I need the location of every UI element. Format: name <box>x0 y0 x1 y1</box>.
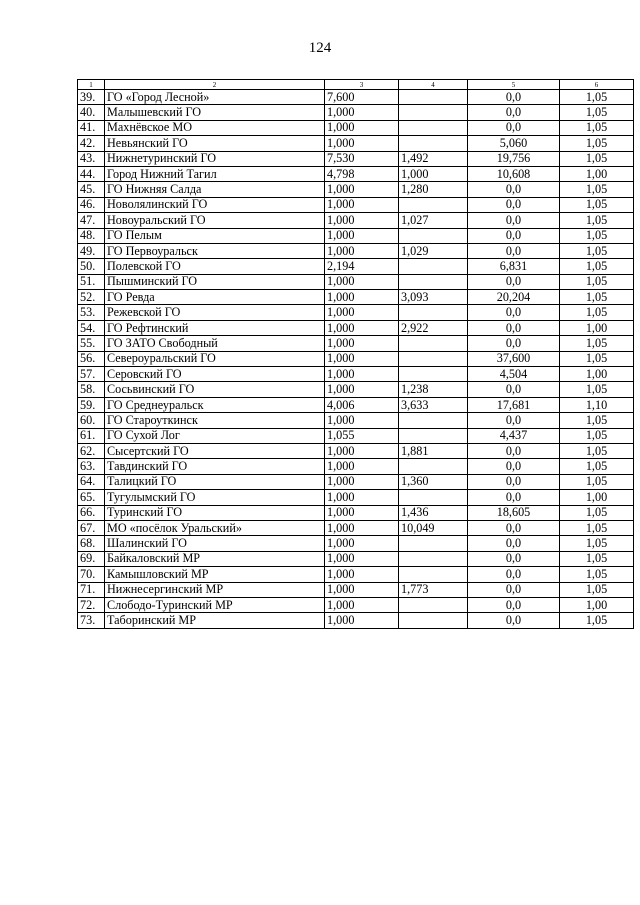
value-col-3: 1,000 <box>325 274 399 289</box>
table-row <box>78 90 634 105</box>
table-row <box>78 197 634 212</box>
value-col-3: 7,600 <box>325 90 399 105</box>
value-col-4 <box>399 90 468 105</box>
value-col-4: 1,492 <box>399 151 468 166</box>
value-col-3: 1,000 <box>325 536 399 551</box>
municipality-name: Туринский ГО <box>105 505 325 520</box>
value-col-4: 1,360 <box>399 474 468 489</box>
municipality-name: ГО Рефтинский <box>105 320 325 335</box>
value-col-3: 1,000 <box>325 243 399 258</box>
municipality-name: Серовский ГО <box>105 367 325 382</box>
municipality-name: Шалинский ГО <box>105 536 325 551</box>
table-row <box>78 166 634 181</box>
value-col-3: 1,000 <box>325 520 399 535</box>
municipality-name: Нижнесергинский МР <box>105 582 325 597</box>
value-col-4 <box>399 536 468 551</box>
value-col-5: 17,681 <box>468 397 560 412</box>
value-col-6: 1,05 <box>560 351 634 366</box>
value-col-5: 6,831 <box>468 259 560 274</box>
value-col-6: 1,05 <box>560 120 634 135</box>
column-header: 1 <box>78 80 105 90</box>
municipality-name: Камышловский МР <box>105 567 325 582</box>
value-col-5: 4,504 <box>468 367 560 382</box>
municipality-name: Таборинский МР <box>105 613 325 628</box>
municipality-name: Режевской ГО <box>105 305 325 320</box>
value-col-4 <box>399 490 468 505</box>
value-col-6: 1,05 <box>560 213 634 228</box>
value-col-6: 1,05 <box>560 459 634 474</box>
row-number: 71. <box>78 582 105 597</box>
value-col-3: 1,000 <box>325 505 399 520</box>
value-col-3: 1,000 <box>325 597 399 612</box>
table-row <box>78 367 634 382</box>
municipality-name: Байкаловский МР <box>105 551 325 566</box>
row-number: 39. <box>78 90 105 105</box>
value-col-3: 1,000 <box>325 213 399 228</box>
value-col-6: 1,00 <box>560 597 634 612</box>
row-number: 68. <box>78 536 105 551</box>
municipality-name: ГО Пелым <box>105 228 325 243</box>
municipality-name: Невьянский ГО <box>105 136 325 151</box>
row-number: 45. <box>78 182 105 197</box>
value-col-3: 1,000 <box>325 459 399 474</box>
value-col-4 <box>399 274 468 289</box>
value-col-4 <box>399 105 468 120</box>
table-row <box>78 120 634 135</box>
value-col-6: 1,05 <box>560 90 634 105</box>
value-col-6: 1,05 <box>560 305 634 320</box>
row-number: 52. <box>78 290 105 305</box>
table-row <box>78 567 634 582</box>
table-row <box>78 582 634 597</box>
value-col-3: 1,000 <box>325 351 399 366</box>
table-row <box>78 443 634 458</box>
row-number: 53. <box>78 305 105 320</box>
value-col-5: 0,0 <box>468 336 560 351</box>
table-row <box>78 459 634 474</box>
value-col-3: 1,000 <box>325 490 399 505</box>
value-col-5: 0,0 <box>468 413 560 428</box>
value-col-6: 1,05 <box>560 382 634 397</box>
value-col-5: 0,0 <box>468 597 560 612</box>
value-col-4: 1,000 <box>399 166 468 181</box>
municipality-name: Нижнетуринский ГО <box>105 151 325 166</box>
value-col-4: 1,027 <box>399 213 468 228</box>
table-row <box>78 105 634 120</box>
table-row <box>78 382 634 397</box>
value-col-5: 0,0 <box>468 567 560 582</box>
table-header-row <box>78 80 634 90</box>
value-col-6: 1,05 <box>560 228 634 243</box>
value-col-3: 1,000 <box>325 443 399 458</box>
value-col-4: 3,633 <box>399 397 468 412</box>
row-number: 47. <box>78 213 105 228</box>
municipality-name: Североуральский ГО <box>105 351 325 366</box>
row-number: 44. <box>78 166 105 181</box>
value-col-5: 0,0 <box>468 459 560 474</box>
municipality-name: Махнёвское МО <box>105 120 325 135</box>
value-col-5: 0,0 <box>468 613 560 628</box>
value-col-6: 1,05 <box>560 274 634 289</box>
table-row <box>78 428 634 443</box>
value-col-5: 0,0 <box>468 474 560 489</box>
row-number: 55. <box>78 336 105 351</box>
value-col-6: 1,10 <box>560 397 634 412</box>
value-col-6: 1,05 <box>560 151 634 166</box>
value-col-4 <box>399 305 468 320</box>
table-row <box>78 136 634 151</box>
column-header: 2 <box>105 80 325 90</box>
value-col-5: 0,0 <box>468 105 560 120</box>
value-col-3: 1,055 <box>325 428 399 443</box>
value-col-4 <box>399 567 468 582</box>
table-row <box>78 597 634 612</box>
value-col-4 <box>399 597 468 612</box>
row-number: 54. <box>78 320 105 335</box>
table-row <box>78 551 634 566</box>
table-body <box>78 90 634 629</box>
table-row <box>78 213 634 228</box>
value-col-3: 1,000 <box>325 367 399 382</box>
value-col-4 <box>399 197 468 212</box>
value-col-4 <box>399 336 468 351</box>
value-col-4: 1,773 <box>399 582 468 597</box>
value-col-6: 1,05 <box>560 136 634 151</box>
value-col-5: 18,605 <box>468 505 560 520</box>
value-col-5: 0,0 <box>468 120 560 135</box>
value-col-3: 1,000 <box>325 182 399 197</box>
value-col-5: 4,437 <box>468 428 560 443</box>
value-col-4 <box>399 413 468 428</box>
row-number: 59. <box>78 397 105 412</box>
data-table <box>77 79 634 629</box>
table-row <box>78 274 634 289</box>
table-row <box>78 320 634 335</box>
table-row <box>78 336 634 351</box>
value-col-3: 1,000 <box>325 613 399 628</box>
value-col-3: 2,194 <box>325 259 399 274</box>
row-number: 73. <box>78 613 105 628</box>
value-col-3: 1,000 <box>325 290 399 305</box>
value-col-6: 1,05 <box>560 336 634 351</box>
value-col-3: 1,000 <box>325 105 399 120</box>
value-col-6: 1,05 <box>560 474 634 489</box>
table-row <box>78 243 634 258</box>
municipality-name: Тавдинский ГО <box>105 459 325 474</box>
row-number: 51. <box>78 274 105 289</box>
municipality-name: ГО Староуткинск <box>105 413 325 428</box>
row-number: 40. <box>78 105 105 120</box>
value-col-5: 0,0 <box>468 443 560 458</box>
value-col-5: 0,0 <box>468 182 560 197</box>
table-row <box>78 228 634 243</box>
municipality-name: Полевской ГО <box>105 259 325 274</box>
table-row <box>78 413 634 428</box>
value-col-4: 1,881 <box>399 443 468 458</box>
value-col-4: 1,436 <box>399 505 468 520</box>
value-col-6: 1,05 <box>560 613 634 628</box>
value-col-6: 1,05 <box>560 413 634 428</box>
value-col-6: 1,05 <box>560 567 634 582</box>
value-col-5: 37,600 <box>468 351 560 366</box>
value-col-4 <box>399 228 468 243</box>
value-col-3: 1,000 <box>325 567 399 582</box>
value-col-3: 1,000 <box>325 382 399 397</box>
table-row <box>78 490 634 505</box>
value-col-6: 1,05 <box>560 520 634 535</box>
municipality-name: Новолялинский ГО <box>105 197 325 212</box>
value-col-5: 0,0 <box>468 305 560 320</box>
row-number: 67. <box>78 520 105 535</box>
value-col-5: 0,0 <box>468 582 560 597</box>
municipality-name: ГО «Город Лесной» <box>105 90 325 105</box>
municipality-name: Малышевский ГО <box>105 105 325 120</box>
value-col-5: 0,0 <box>468 197 560 212</box>
value-col-6: 1,05 <box>560 582 634 597</box>
table-row <box>78 520 634 535</box>
value-col-6: 1,00 <box>560 367 634 382</box>
municipality-name: Новоуральский ГО <box>105 213 325 228</box>
value-col-3: 1,000 <box>325 336 399 351</box>
value-col-6: 1,05 <box>560 290 634 305</box>
value-col-6: 1,05 <box>560 536 634 551</box>
value-col-3: 1,000 <box>325 136 399 151</box>
value-col-3: 1,000 <box>325 551 399 566</box>
value-col-6: 1,05 <box>560 443 634 458</box>
value-col-4 <box>399 136 468 151</box>
table-row <box>78 474 634 489</box>
value-col-5: 0,0 <box>468 520 560 535</box>
value-col-6: 1,05 <box>560 182 634 197</box>
municipality-name: ГО Нижняя Салда <box>105 182 325 197</box>
municipality-name: ГО Ревда <box>105 290 325 305</box>
row-number: 46. <box>78 197 105 212</box>
row-number: 62. <box>78 443 105 458</box>
row-number: 72. <box>78 597 105 612</box>
table-row <box>78 505 634 520</box>
value-col-4: 1,029 <box>399 243 468 258</box>
municipality-name: Талицкий ГО <box>105 474 325 489</box>
row-number: 64. <box>78 474 105 489</box>
value-col-4 <box>399 551 468 566</box>
value-col-3: 1,000 <box>325 474 399 489</box>
value-col-5: 0,0 <box>468 213 560 228</box>
column-header: 4 <box>399 80 468 90</box>
value-col-6: 1,05 <box>560 428 634 443</box>
page-number: 124 <box>308 40 332 56</box>
municipality-name: ГО Среднеуральск <box>105 397 325 412</box>
value-col-4: 1,238 <box>399 382 468 397</box>
value-col-5: 0,0 <box>468 382 560 397</box>
row-number: 60. <box>78 413 105 428</box>
table-row <box>78 536 634 551</box>
municipality-name: Сосьвинский ГО <box>105 382 325 397</box>
row-number: 57. <box>78 367 105 382</box>
value-col-5: 0,0 <box>468 274 560 289</box>
column-header: 6 <box>560 80 634 90</box>
municipality-name: Тугулымский ГО <box>105 490 325 505</box>
value-col-5: 0,0 <box>468 90 560 105</box>
row-number: 50. <box>78 259 105 274</box>
value-col-6: 1,05 <box>560 259 634 274</box>
table-row <box>78 259 634 274</box>
row-number: 70. <box>78 567 105 582</box>
row-number: 56. <box>78 351 105 366</box>
row-number: 65. <box>78 490 105 505</box>
value-col-4 <box>399 259 468 274</box>
row-number: 63. <box>78 459 105 474</box>
table-row <box>78 151 634 166</box>
row-number: 41. <box>78 120 105 135</box>
row-number: 61. <box>78 428 105 443</box>
municipality-name: Город Нижний Тагил <box>105 166 325 181</box>
value-col-6: 1,00 <box>560 166 634 181</box>
row-number: 48. <box>78 228 105 243</box>
value-col-3: 7,530 <box>325 151 399 166</box>
row-number: 66. <box>78 505 105 520</box>
value-col-5: 5,060 <box>468 136 560 151</box>
value-col-3: 1,000 <box>325 320 399 335</box>
value-col-6: 1,00 <box>560 490 634 505</box>
table-row <box>78 613 634 628</box>
municipality-name: Слободо-Туринский МР <box>105 597 325 612</box>
value-col-3: 1,000 <box>325 197 399 212</box>
value-col-4 <box>399 351 468 366</box>
value-col-5: 0,0 <box>468 551 560 566</box>
value-col-6: 1,05 <box>560 551 634 566</box>
value-col-3: 1,000 <box>325 413 399 428</box>
municipality-name: ГО ЗАТО Свободный <box>105 336 325 351</box>
municipality-name: МО «посёлок Уральский» <box>105 520 325 535</box>
column-header: 5 <box>468 80 560 90</box>
value-col-5: 19,756 <box>468 151 560 166</box>
table-row <box>78 182 634 197</box>
table-row <box>78 397 634 412</box>
value-col-5: 10,608 <box>468 166 560 181</box>
municipality-name: ГО Сухой Лог <box>105 428 325 443</box>
row-number: 69. <box>78 551 105 566</box>
municipality-name: ГО Первоуральск <box>105 243 325 258</box>
table-row <box>78 351 634 366</box>
value-col-4 <box>399 613 468 628</box>
value-col-5: 20,204 <box>468 290 560 305</box>
value-col-6: 1,05 <box>560 105 634 120</box>
value-col-4: 2,922 <box>399 320 468 335</box>
row-number: 58. <box>78 382 105 397</box>
municipality-name: Сысертский ГО <box>105 443 325 458</box>
value-col-5: 0,0 <box>468 320 560 335</box>
value-col-4 <box>399 428 468 443</box>
value-col-3: 1,000 <box>325 120 399 135</box>
value-col-6: 1,05 <box>560 197 634 212</box>
value-col-4 <box>399 367 468 382</box>
row-number: 43. <box>78 151 105 166</box>
value-col-6: 1,05 <box>560 243 634 258</box>
value-col-5: 0,0 <box>468 243 560 258</box>
value-col-3: 1,000 <box>325 228 399 243</box>
value-col-3: 4,798 <box>325 166 399 181</box>
table-row <box>78 290 634 305</box>
value-col-5: 0,0 <box>468 536 560 551</box>
value-col-6: 1,05 <box>560 505 634 520</box>
row-number: 42. <box>78 136 105 151</box>
value-col-5: 0,0 <box>468 490 560 505</box>
value-col-3: 1,000 <box>325 305 399 320</box>
row-number: 49. <box>78 243 105 258</box>
value-col-3: 4,006 <box>325 397 399 412</box>
table-row <box>78 305 634 320</box>
value-col-3: 1,000 <box>325 582 399 597</box>
municipality-name: Пышминский ГО <box>105 274 325 289</box>
value-col-6: 1,00 <box>560 320 634 335</box>
value-col-4: 10,049 <box>399 520 468 535</box>
value-col-5: 0,0 <box>468 228 560 243</box>
column-header: 3 <box>325 80 399 90</box>
value-col-4 <box>399 120 468 135</box>
value-col-4: 1,280 <box>399 182 468 197</box>
value-col-4: 3,093 <box>399 290 468 305</box>
value-col-4 <box>399 459 468 474</box>
